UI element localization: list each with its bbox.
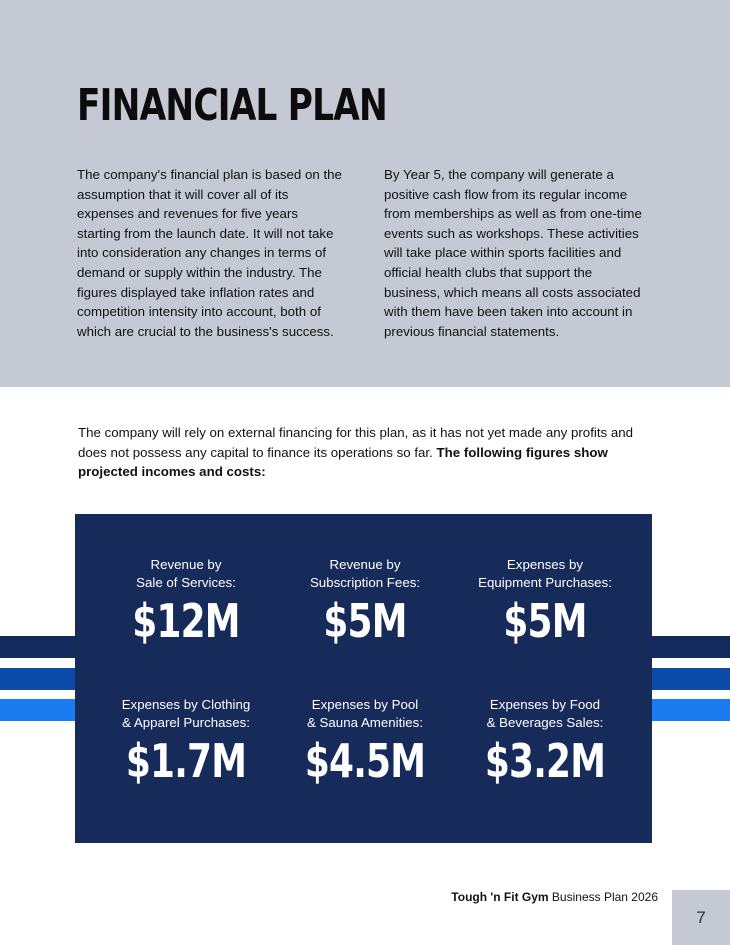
stat-value: $5M bbox=[503, 594, 587, 648]
stat-expenses-clothing bbox=[91, 696, 281, 789]
stripe-right-3 bbox=[652, 699, 730, 721]
financing-text: The company will rely on external financing for this plan, as it has not yet made any profits and does not possess any capital to finance its operations so far. bbox=[78, 425, 634, 460]
stat-revenue-services bbox=[91, 556, 281, 649]
page-title: FINANCIAL PLAN bbox=[77, 80, 387, 131]
stat-label: Revenue by Sale of Services: bbox=[136, 557, 236, 590]
stat-value: $3.2M bbox=[484, 734, 606, 788]
footer-text: Business Plan 2026 bbox=[548, 890, 658, 904]
stat-expenses-equipment bbox=[450, 556, 640, 649]
financing-bold-text: The following figures show projected incomes and costs: bbox=[78, 444, 608, 480]
stat-value: $4.5M bbox=[304, 734, 426, 788]
stat-label: Expenses by Equipment Purchases: bbox=[478, 557, 612, 590]
stat-label: Expenses by Pool & Sauna Amenities: bbox=[306, 697, 424, 730]
figures-panel bbox=[75, 514, 652, 843]
stat-label: Revenue by Subscription Fees: bbox=[309, 557, 421, 590]
financing-paragraph bbox=[78, 423, 653, 482]
stat-expenses-food bbox=[450, 696, 640, 789]
stat-label: Expenses by Clothing & Apparel Purchases: bbox=[121, 697, 251, 730]
footer bbox=[451, 890, 658, 904]
stripe-left-3 bbox=[0, 699, 75, 721]
footer-brand: Tough 'n Fit Gym bbox=[451, 890, 549, 904]
stat-expenses-pool bbox=[270, 696, 460, 789]
stat-revenue-subscriptions bbox=[270, 556, 460, 649]
stat-label: Expenses by Food & Beverages Sales: bbox=[486, 697, 604, 730]
page-number: 7 bbox=[696, 907, 706, 927]
page-number-box bbox=[672, 890, 730, 945]
stripe-left-1 bbox=[0, 636, 75, 658]
stat-value: $12M bbox=[132, 594, 240, 648]
stat-value: $1.7M bbox=[125, 734, 247, 788]
stripe-right-1 bbox=[652, 636, 730, 658]
intro-column-left: The company's financial plan is based on the assumption that it will cover all of its expenses and revenues for five years starting from the launch date. It will not take into consideration any changes in terms of demand or supply within the industry. The figures displayed take inflation rates and competition intensity into account, both of which are crucial to the business's success. bbox=[77, 167, 342, 339]
stat-value: $5M bbox=[323, 594, 407, 648]
intro-column-right: By Year 5, the company will generate a positive cash flow from its regular income from memberships as well as from one-time events such as workshops. These activities will take place within sports facilities and official health clubs that support the business, which means all costs associated with them have been taken into account in previous financial statements. bbox=[384, 167, 642, 339]
stripe-right-2 bbox=[652, 668, 730, 690]
stripe-left-2 bbox=[0, 668, 75, 690]
